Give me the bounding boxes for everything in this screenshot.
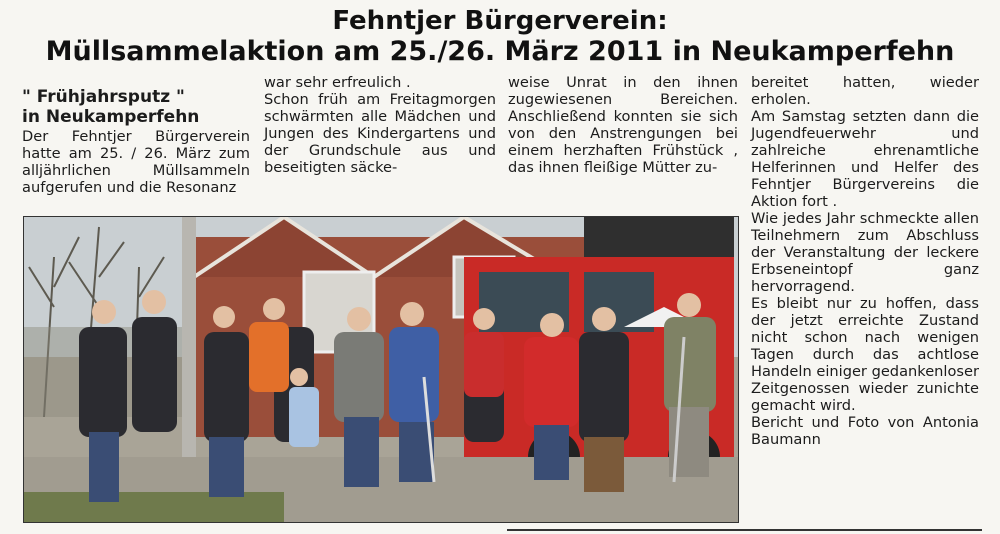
col1-paragraph-1: Der Fehntjer Bürgerverein hatte am 25. / 26. März zum alljährlichen Müllsammeln aufgerufen und die Resonanz bbox=[22, 128, 250, 196]
article-column-2 bbox=[264, 74, 496, 176]
author-credit: Bericht und Foto von Antonia Baumann bbox=[751, 414, 979, 448]
headline-line-2: Müllsammelaktion am 25./26. März 2011 in Neukamperfehn bbox=[45, 36, 955, 67]
article-column-1 bbox=[22, 88, 250, 196]
utility-pole bbox=[182, 217, 196, 497]
col4-paragraph-2: Am Samstag setzten dann die Jugendfeuerwehr und zahlreiche ehrenamtliche Helferinnen und Helfer des Fehntjer Bürgervereins die Aktion fort . bbox=[751, 108, 979, 210]
col2-paragraph-1: war sehr erfreulich . bbox=[264, 74, 411, 91]
subheading-line-1: " Frühjahrsputz " bbox=[22, 87, 185, 107]
col2-paragraph-2: Schon früh am Freitagmorgen schwärmten alle Mädchen und Jungen des Kindergartens und der Grundschule aus und beseitigten säcke- bbox=[264, 91, 496, 176]
group-photo bbox=[23, 216, 739, 523]
bottom-rule bbox=[507, 529, 982, 531]
article-column-4 bbox=[751, 74, 979, 448]
col3-paragraph-1: weise Unrat in den ihnen zugewiesenen Bereichen. Anschließend konnten sie sich von den Anstrengungen bei einem herzhaften Frühstück , das ihnen fleißige Mütter zu- bbox=[508, 74, 738, 176]
col4-paragraph-1: bereitet hatten, wieder erholen. bbox=[751, 74, 979, 108]
group-photo-illustration bbox=[24, 217, 738, 522]
col4-paragraph-3: Wie jedes Jahr schmeckte allen Teilnehmern zum Abschluss der Veranstaltung der leckere Erbseneintopf ganz hervorragend. bbox=[751, 210, 979, 295]
headline-line-1: Fehntjer Bürgerverein: bbox=[332, 6, 668, 36]
subheading-line-2: in Neukamperfehn bbox=[22, 107, 200, 127]
article-column-3 bbox=[508, 74, 738, 176]
col4-paragraph-4: Es bleibt nur zu hoffen, dass der jetzt erreichte Zustand nicht schon nach wenigen Tagen durch das achtlose Handeln einiger gedankenloser Zeitgenossen wieder zunichte gemacht wird. bbox=[751, 295, 979, 414]
